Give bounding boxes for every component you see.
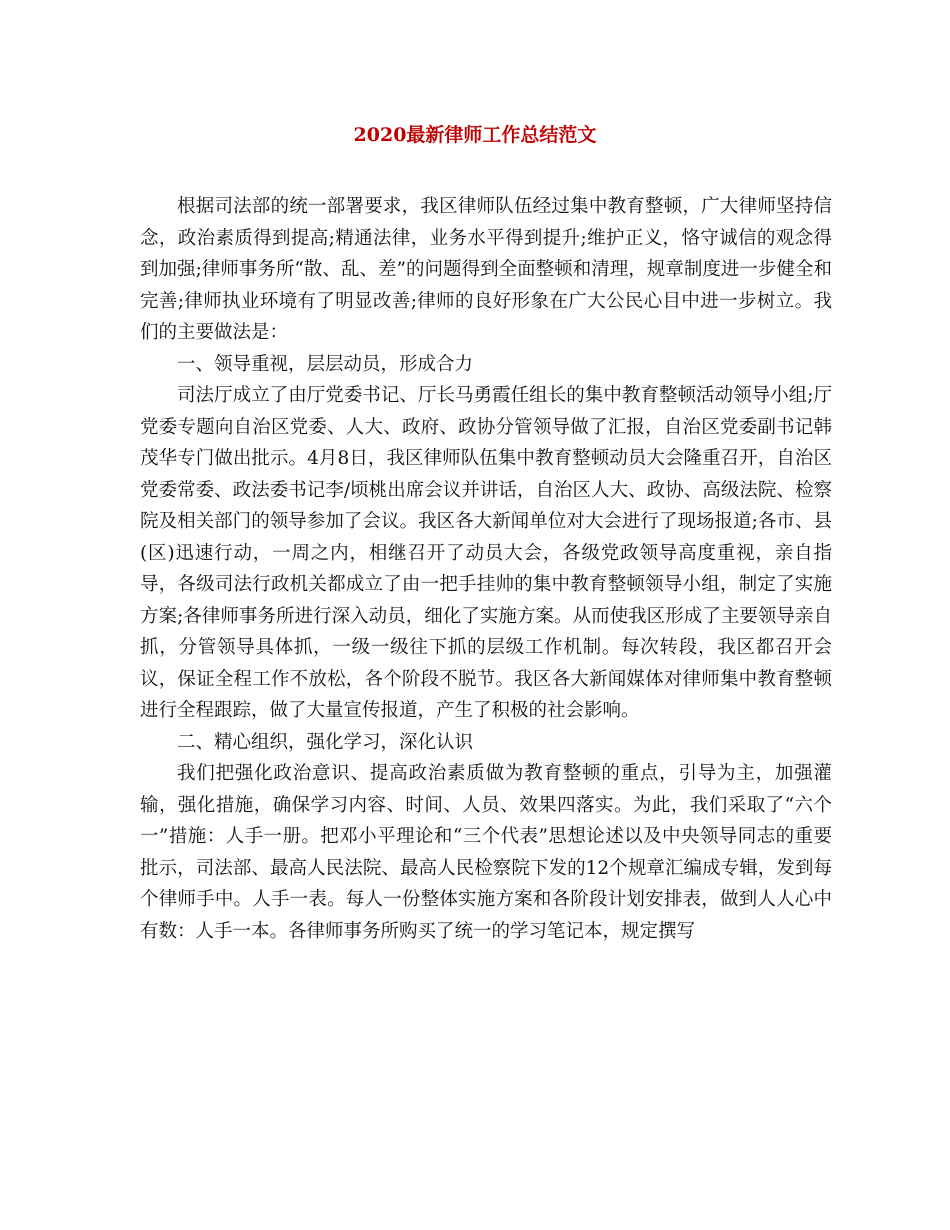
section-heading-2: 二、精心组织，强化学习，深化认识	[177, 731, 474, 753]
paragraph-section-1: 司法厅成立了由厅党委书记、厅长马勇霞任组长的集中教育整顿活动领导小组;厅党委专题向自治区党委、人大、政府、政协分管领导做了汇报，自治区党委副书记韩茂华专门做出批示。4月8日，我区律师队伍集中教育整顿动员大会隆重召开，自治区党委常委、政法委书记李/顷桃出席会议并讲话，自治区人大、政协、高级法院、检察院及相关部门的领导参加了会议。我区各大新闻单位对大会进行了现场报道;各市、县(区)迅速行动，一周之内，相继召开了动员大会，各级党政领导高度重视，亲自指导，各级司法行政机关都成立了由一把手挂帅的集中教育整顿领导小组，制定了实施方案;各律师事务所进行深入动员，细化了实施方案。从而使我区形成了主要领导亲自抓，分管领导具体抓，一级一级往下抓的层级工作机制。每次转段，我区都召开会议，保证全程工作不放松，各个阶段不脱节。我区各大新闻媒体对律师集中教育整顿进行全程跟踪，做了大量宣传报道，产生了积极的社会影响。	[140, 385, 832, 721]
section-heading-1: 一、领导重视，层层动员，形成合力	[177, 353, 474, 375]
paragraph-section-2: 我们把强化政治意识、提高政治素质做为教育整顿的重点，引导为主，加强灌输，强化措施，确保学习内容、时间、人员、效果四落实。为此，我们采取了“六个一”措施：人手一册。把邓小平理论和“三个代表”思想论述以及中央领导同志的重要批示，司法部、最高人民法院、最高人民检察院下发的12个规章汇编成专辑，发到每个律师手中。人手一表。每人一份整体实施方案和各阶段计划安排表，做到人人心中有数：人手一本。各律师事务所购买了统一的学习笔记本，规定撰写	[140, 763, 832, 942]
document-body	[140, 191, 832, 947]
paragraph-intro: 根据司法部的统一部署要求，我区律师队伍经过集中教育整顿，广大律师坚持信念，政治素质得到提高;精通法律，业务水平得到提升;维护正义，恪守诚信的观念得到加强;律师事务所“散、乱、差”的问题得到全面整顿和清理，规章制度进一步健全和完善;律师执业环境有了明显改善;律师的良好形象在广大公民心目中进一步树立。我们的主要做法是：	[140, 196, 832, 343]
document-title: 2020最新律师工作总结范文	[353, 124, 597, 146]
